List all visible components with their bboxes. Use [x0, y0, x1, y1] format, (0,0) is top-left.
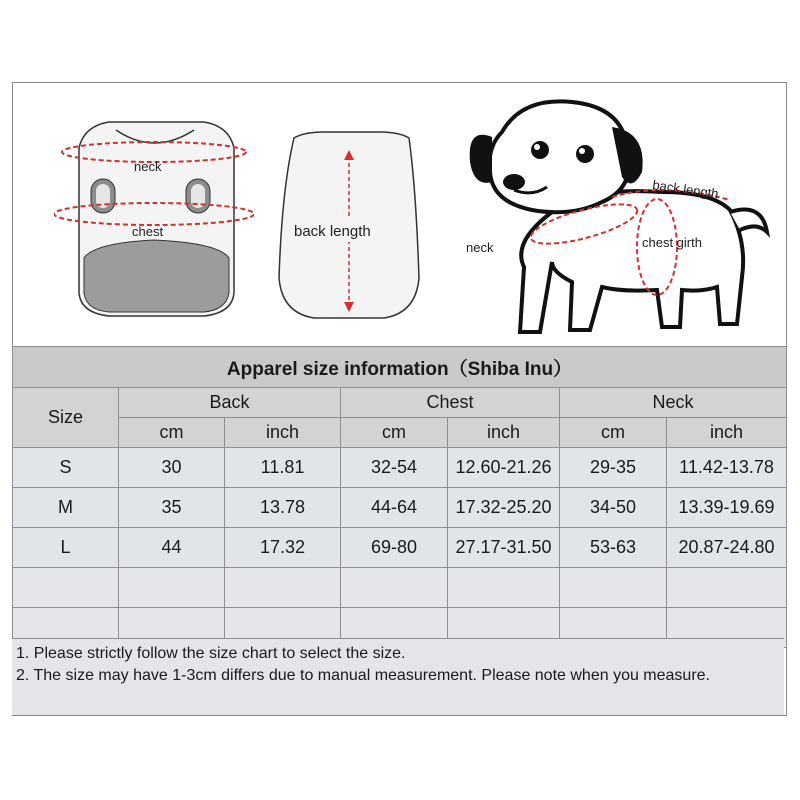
value-cell: 17.32-25.20 — [448, 488, 560, 528]
dog-illustration — [462, 92, 772, 342]
dog-neck-label: neck — [466, 240, 494, 255]
size-header: Size — [13, 388, 119, 448]
value-cell: 12.60-21.26 — [448, 448, 560, 488]
table-title: Apparel size information（Shiba Inu） — [13, 347, 787, 388]
measurement-illustrations — [12, 90, 785, 348]
value-cell: 44 — [119, 528, 225, 568]
value-cell: 30 — [119, 448, 225, 488]
size-cell: L — [13, 528, 119, 568]
value-cell: 32-54 — [341, 448, 448, 488]
value-cell: 11.42-13.78 — [667, 448, 787, 488]
value-cell: 44-64 — [341, 488, 448, 528]
empty-row — [13, 568, 787, 608]
note-1: 1. Please strictly follow the size chart to select the size. — [16, 645, 406, 662]
value-cell: 34-50 — [560, 488, 667, 528]
group-header-chest: Chest — [341, 388, 560, 418]
unit-header: inch — [448, 418, 560, 448]
unit-header: cm — [119, 418, 225, 448]
vest-chest-label: chest — [132, 224, 164, 239]
unit-header: inch — [225, 418, 341, 448]
vest-front-illustration — [54, 108, 254, 333]
size-table — [12, 346, 787, 648]
size-cell: M — [13, 488, 119, 528]
value-cell: 13.39-19.69 — [667, 488, 787, 528]
table-row — [13, 448, 787, 488]
size-cell: S — [13, 448, 119, 488]
note-2: 2. The size may have 1-3cm differs due to manual measurement. Please note when you measure. — [16, 667, 710, 684]
table-row — [13, 488, 787, 528]
vest-neck-label: neck — [134, 159, 162, 174]
group-header-neck: Neck — [560, 388, 787, 418]
value-cell: 35 — [119, 488, 225, 528]
value-cell: 27.17-31.50 — [448, 528, 560, 568]
dog-back-length-label: back length — [651, 177, 720, 202]
vest-back-length-label: back length — [294, 223, 371, 240]
value-cell: 13.78 — [225, 488, 341, 528]
size-notes — [12, 638, 784, 715]
unit-header: inch — [667, 418, 787, 448]
value-cell: 53-63 — [560, 528, 667, 568]
group-header-back: Back — [119, 388, 341, 418]
value-cell: 20.87-24.80 — [667, 528, 787, 568]
value-cell: 11.81 — [225, 448, 341, 488]
value-cell: 69-80 — [341, 528, 448, 568]
value-cell: 17.32 — [225, 528, 341, 568]
vest-back-illustration — [264, 128, 434, 328]
unit-header: cm — [341, 418, 448, 448]
unit-header: cm — [560, 418, 667, 448]
table-row — [13, 528, 787, 568]
dog-chest-girth-label: chest girth — [642, 235, 702, 250]
value-cell: 29-35 — [560, 448, 667, 488]
